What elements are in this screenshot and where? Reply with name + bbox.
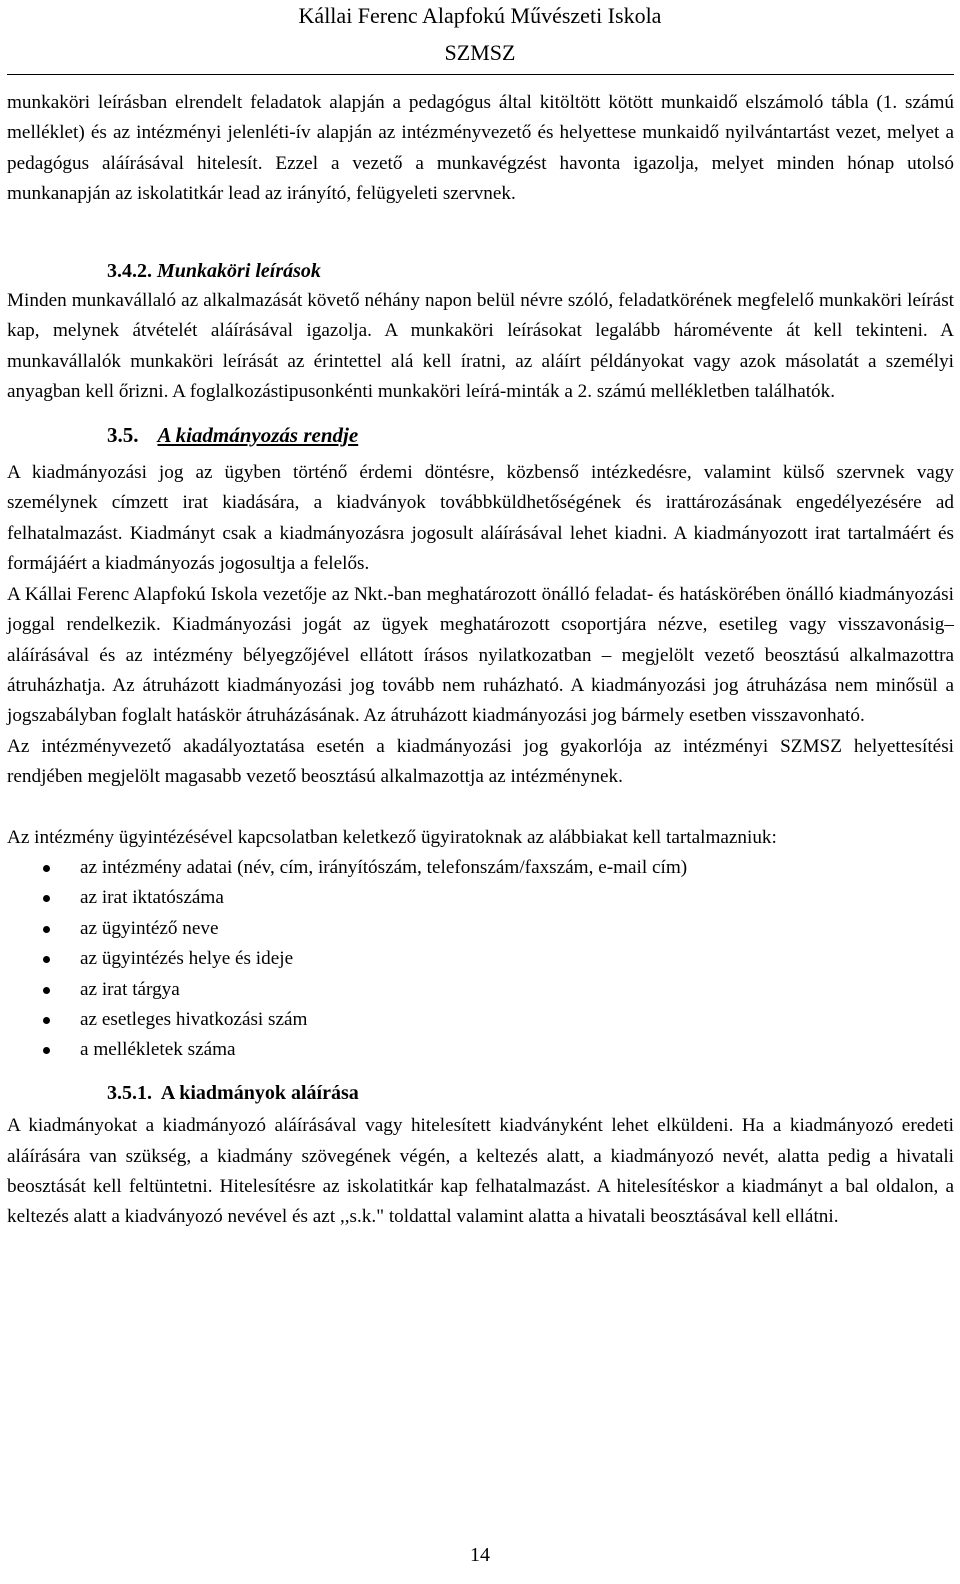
section-title: Munkaköri leírások <box>157 259 321 282</box>
section-heading-3-5 <box>7 420 954 450</box>
paragraph-issuing-right: A kiadmányozási jog az ügyben történő érdemi döntésre, közbenső intézkedésre, valamint külső szervnek vagy személynek címzett irat kiadására, a kiadványok továbbküldhetőségének és irattározásának engedélyezésére ad felhatalmazást. Kiadmányt csak a kiadmányozásra jogosult aláírásával lehet kiadni. A kiadmányozott irat tartalmáért és formájáért a kiadmányozás jogosultja a felelős. <box>7 462 954 575</box>
page-number: 14 <box>470 1544 490 1566</box>
section-title: A kiadmányozás rendje <box>157 422 359 447</box>
section-title: A kiadmányok aláírása <box>160 1081 359 1104</box>
bullet-icon <box>43 926 50 933</box>
section-number: 3.4.2. <box>107 259 152 282</box>
bullet-icon <box>43 895 50 902</box>
section-number: 3.5.1. <box>107 1081 152 1104</box>
section-number: 3.5. <box>107 422 139 447</box>
document-code: SZMSZ <box>444 40 516 65</box>
bullet-icon <box>43 1017 50 1024</box>
paragraph-document-contents: Az intézmény ügyintézésével kapcsolatban keletkező ügyiratoknak az alábbiakat kell tartalmazniuk: <box>7 826 777 848</box>
school-name: Kállai Ferenc Alapfokú Művészeti Iskola <box>298 3 662 28</box>
document-body <box>7 88 954 1233</box>
list-item: az intézmény adatai (név, cím, irányítószám, telefonszám/faxszám, e-mail cím) <box>7 853 954 883</box>
page-header <box>0 0 960 74</box>
bullet-icon <box>43 987 50 994</box>
paragraph-head-authority: A Kállai Ferenc Alapfokú Iskola vezetője az Nkt.-ban meghatározott önálló feladat- és hatáskörében önálló kiadmányozási joggal rendelkezik. Kiadmányozási jogát az ügyek meghatározott csoportjára nézve, esetileg vagy visszavonásig– aláírásával és az intézmény bélyegzőjével ellátott írásos nyilatkozatban – megjelölt vezető beosztású alkalmazottra átruházhatja. Az átruházott kiadmányozási jog tovább nem ruházható. A kiadmányozási jog átruházása nem minősül a jogszabályban foglalt hatáskör átruházásának. Az átruházott kiadmányozási jog bármely esetben visszavonható. <box>7 583 954 727</box>
list-item: az irat iktatószáma <box>7 883 954 913</box>
paragraph-substitution: Az intézményvezető akadályoztatása esetén a kiadmányozási jog gyakorlója az intézményi SZMSZ helyettesítési rendjében megjelölt magasabb vezető beosztású alkalmazottja az intézménynek. <box>7 735 954 788</box>
bullet-icon <box>43 1047 50 1054</box>
paragraph-job-descriptions: Minden munkavállaló az alkalmazását követő néhány napon belül névre szóló, feladatkörének megfelelő munkaköri leírást kap, melynek átvételét aláírásával igazolja. A munkaköri leírásokat legalább háromévente át kell tekinteni. A munkavállalók munkaköri leírását az érintettel alá kell íratni, az aláírt példányokat vagy azok másolatát a személyi anyagban kell őrizni. A foglalkozástipusonkénti munkaköri leírá-minták a 2. számú mellékletben találhatók. <box>7 290 954 403</box>
list-item: az ügyintézés helye és ideje <box>7 944 954 974</box>
paragraph-signing: A kiadmányokat a kiadmányozó aláírásával vagy hitelesített kiadványként lehet elküldeni. Ha a kiadmányozó eredeti aláírására van szükség, a kiadmány szövegének végén, a keltezés alatt, a kiadmányozó nevét, alatta pedig a hivatali beosztását kell feltüntetni. Hitelesítésre az iskolatitkár kap felhatalmazást. A hitelesítéskor a kiadmányt a bal oldalon, a keltezés alatt a kiadványozó nevével és azt ,,s.k." toldattal valamint alatta a hivatali beosztásával kell ellátni. <box>7 1115 954 1228</box>
paragraph-worktime: munkaköri leírásban elrendelt feladatok alapján a pedagógus által kitöltött kötött munkaidő elszámoló tábla (1. számú melléklet) és az intézményi jelenléti-ív alapján az intézményvezető és helyettese munkaidő nyilvántartást vezet, melyet a pedagógus aláírásával hitelesít. Ezzel a vezető a munkavégzést havonta igazolja, melyet minden hónap utolsó munkanapján az iskolatitkár lead az irányító, felügyeleti szervnek. <box>7 92 954 205</box>
list-item: az irat tárgya <box>7 975 954 1005</box>
required-fields-list <box>7 853 954 1066</box>
list-item: az ügyintéző neve <box>7 914 954 944</box>
header-rule <box>7 74 954 75</box>
list-item: a mellékletek száma <box>7 1035 954 1065</box>
section-heading-3-4-2 <box>7 256 954 286</box>
bullet-icon <box>43 956 50 963</box>
list-item: az esetleges hivatkozási szám <box>7 1005 954 1035</box>
bullet-icon <box>43 865 50 872</box>
section-heading-3-5-1 <box>7 1078 954 1108</box>
